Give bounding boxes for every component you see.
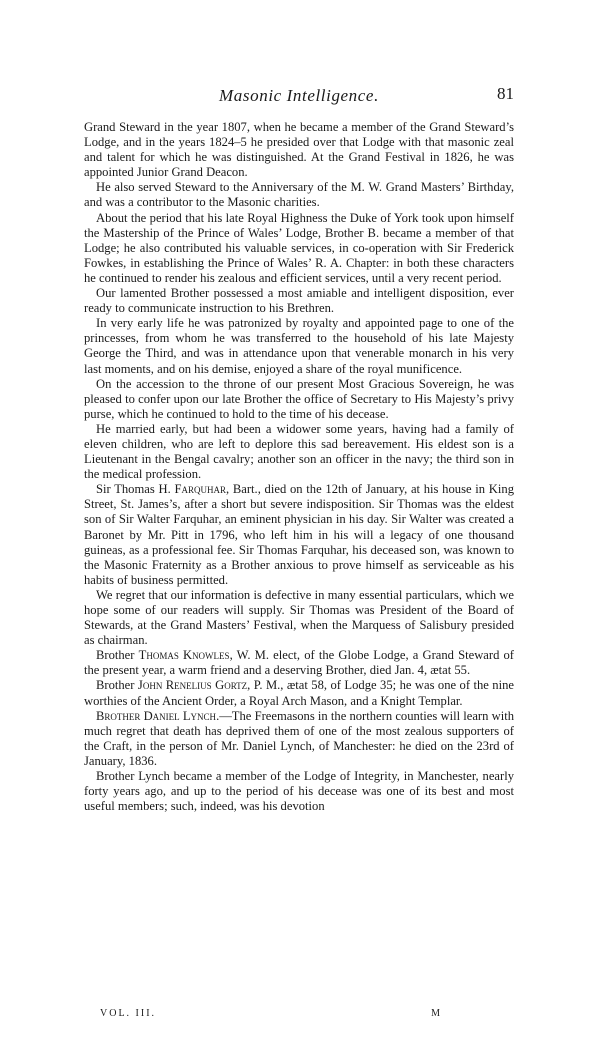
paragraph-lead: Brother bbox=[96, 648, 139, 663]
paragraph-text: Brother Lynch became a member of the Lodge of Integrity, in Manchester, nearly forty years ago, and up to the period of his decease was one of its best and most useful members; such, indeed, was his devotion bbox=[84, 769, 514, 814]
paragraph-text: He married early, but had been a widower some years, having had a family of eleven children, who are left to deplore this sad bereavement. His eldest son is a Lieutenant in the Bengal cavalry; another son an officer in the navy; the third son in the medical profession. bbox=[84, 421, 514, 482]
paragraph-text: Grand Steward in the year 1807, when he became a member of the Grand Steward’s Lodge, and in the years 1824–5 he presided over that Lodge with that masonic zeal and talent for which he was distinguished. At the Grand Festival in 1826, he was appointed Junior Grand Deacon. bbox=[84, 120, 514, 180]
paragraph bbox=[84, 769, 514, 814]
paragraph bbox=[84, 211, 514, 286]
paragraph bbox=[84, 588, 514, 648]
signature-mark: M bbox=[431, 1008, 440, 1019]
paragraph-text: In very early life he was patronized by royalty and appointed page to one of the princesses, from whom he was transferred to the household of his late Majesty George the Third, and was in attendance upon that venerable monarch in his very last moments, and on his demise, enjoyed a share of the royal munificence. bbox=[84, 316, 514, 376]
paragraph-text: , P. M., ætat 58, of Lodge 35; he was one of the nine worthies of the Ancient Order, a Royal Arch Mason, and a Knight Templar. bbox=[84, 678, 514, 708]
paragraph-text: Our lamented Brother possessed a most amiable and intelligent disposition, ever ready to communicate instruction to his Brethren. bbox=[84, 286, 514, 316]
paragraph-text: , Bart., died on the 12th of January, at his house in King Street, St. James’s, after a short but severe indisposition. Sir Thomas was the eldest son of Sir Walter Farquhar, an eminent physician in his day. Sir Walter was created a Baronet by Mr. Pitt in 1796, who left him in his will a legacy of one thousand guineas, as a professional fee. Sir Thomas Farquhar, his deceased son, was known to the Masonic Fraternity as a Brother anxious to prove himself as serviceable as his habits of business permitted. bbox=[84, 482, 514, 587]
obituary-paragraph bbox=[84, 648, 514, 678]
obituary-paragraph bbox=[84, 678, 514, 708]
paragraph bbox=[84, 180, 514, 210]
paragraph-text: We regret that our information is defective in many essential particulars, which we hope some of our readers will supply. Sir Thomas was President of the Board of Stewards, at the Grand Masters’ Festival, when the Marquess of Salisbury presided as chairman. bbox=[84, 587, 514, 648]
running-head bbox=[84, 84, 514, 108]
volume-signature: VOL. III. bbox=[100, 1008, 157, 1019]
obituary-paragraph bbox=[84, 709, 514, 769]
running-title: Masonic Intelligence. bbox=[219, 86, 379, 105]
obituary-paragraph bbox=[84, 482, 514, 588]
paragraph bbox=[84, 422, 514, 482]
obituary-name: John Renelius Gortz bbox=[137, 678, 248, 693]
page-footer bbox=[100, 1008, 440, 1022]
paragraph-text: .—The Freemasons in the northern counties will learn with much regret that death has deprived them of one of the most zealous supporters of the Craft, in the person of Mr. Daniel Lynch, of Manchester: he died on the 23rd of January, 1836. bbox=[84, 708, 514, 768]
obituary-name: Thomas Knowles bbox=[138, 648, 230, 663]
paragraph bbox=[84, 377, 514, 422]
article-body bbox=[84, 120, 514, 814]
paragraph-lead: Brother bbox=[96, 678, 138, 693]
paragraph-text: He also served Steward to the Anniversary of the M. W. Grand Masters’ Birthday, and was a contributor to the Masonic charities. bbox=[84, 180, 514, 210]
paragraph-text: About the period that his late Royal Highness the Duke of York took upon himself the Mastership of the Prince of Wales’ Lodge, Brother B. became a member of that Lodge; he also contributed his valuable services, in co-operation with Sir Frederick Fowkes, in establishing the Prince of Wales’ R. A. Chapter: in both these characters he continued to render his zealous and efficient services, until a very recent period. bbox=[84, 210, 514, 285]
page-number: 81 bbox=[497, 84, 514, 103]
obituary-name: Brother Daniel Lynch bbox=[96, 708, 217, 723]
paragraph-lead: Sir Thomas H. bbox=[96, 482, 175, 497]
paragraph bbox=[84, 120, 514, 180]
paragraph bbox=[84, 316, 514, 376]
paragraph-text: , W. M. elect, of the Globe Lodge, a Grand Steward of the present year, a warm friend and a deserving Brother, died Jan. 4, ætat 55. bbox=[84, 648, 514, 678]
paragraph bbox=[84, 286, 514, 316]
paragraph-text: On the accession to the throne of our present Most Gracious Sovereign, he was pleased to confer upon our late Brother the office of Secretary to His Majesty’s privy purse, which he continued to hold to the time of his decease. bbox=[84, 376, 514, 421]
obituary-name: Farquhar bbox=[174, 482, 226, 497]
